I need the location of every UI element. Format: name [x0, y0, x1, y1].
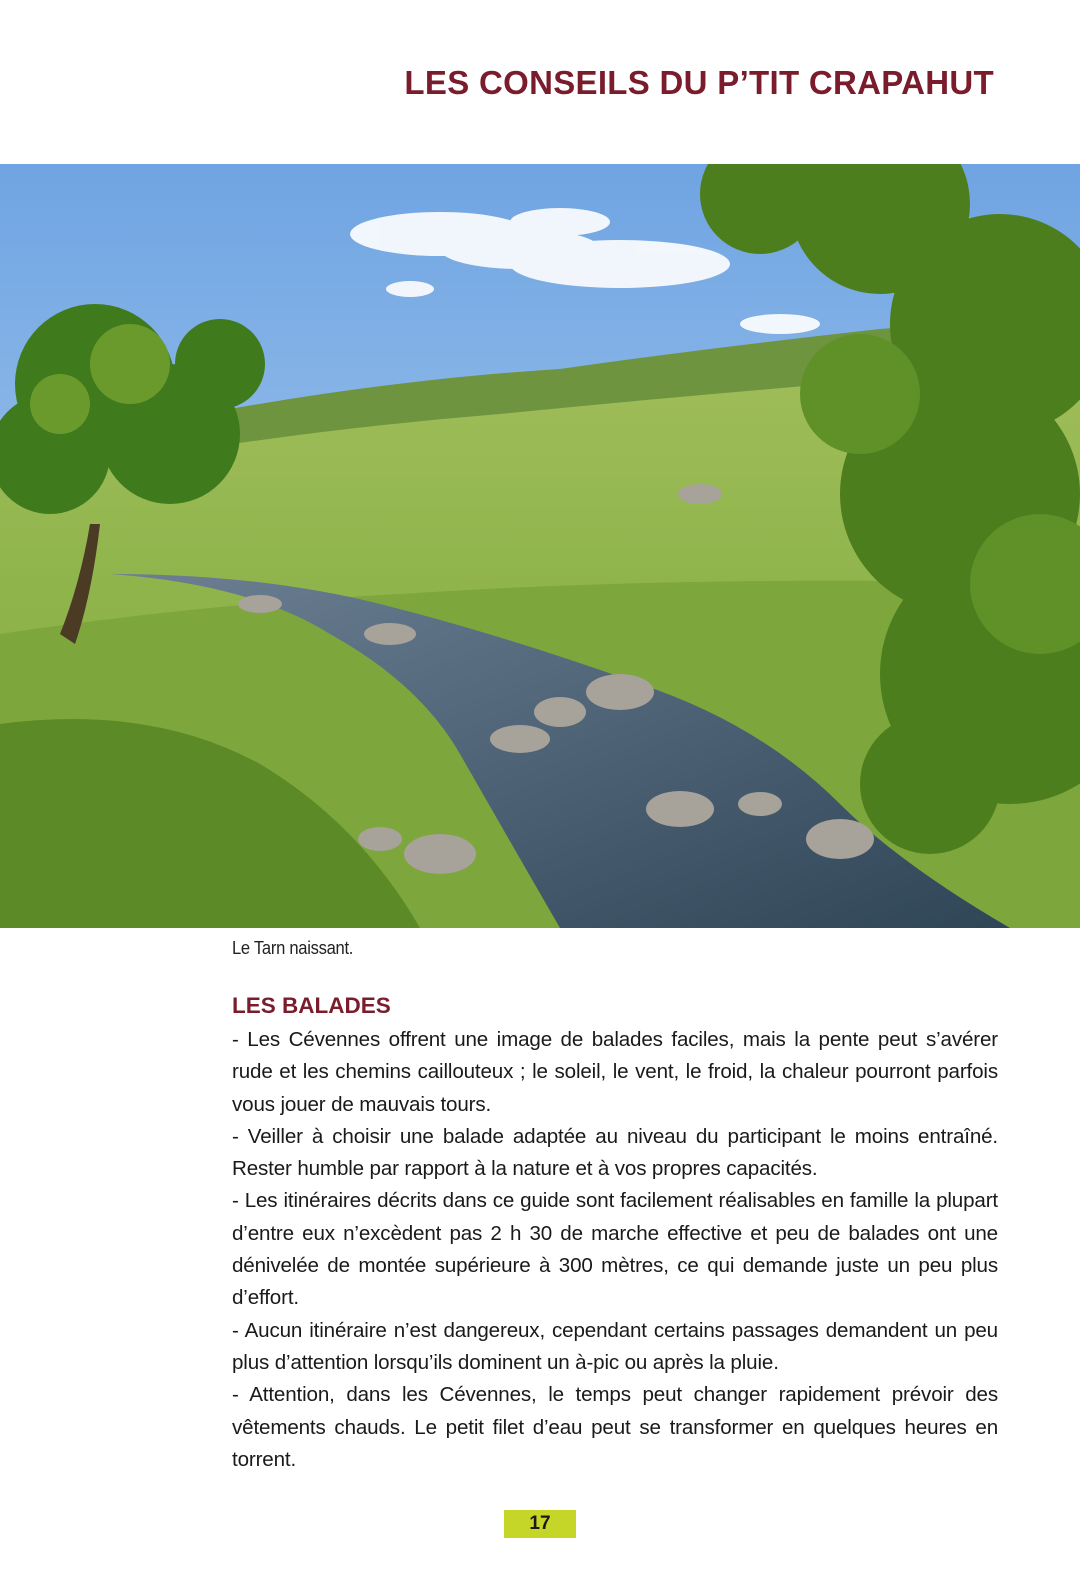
- paragraph-1: - Les Cévennes offrent une image de balades faciles, mais la pente peut s’avérer rude et les chemins caillouteux ; le soleil, le vent, le froid, la chaleur pourront parfois vous jouer de mauvais tours.: [232, 1028, 998, 1116]
- photo-caption: Le Tarn naissant.: [232, 938, 354, 958]
- section-balades: [232, 990, 998, 1476]
- paragraph-2: - Veiller à choisir une balade adaptée au niveau du participant le moins entraîné. Rester humble par rapport à la nature et à vos propres capacités.: [232, 1124, 998, 1181]
- section-title: LES BALADES: [232, 993, 391, 1018]
- page-number: 17: [504, 1510, 576, 1538]
- landscape-photo: [0, 164, 1080, 928]
- page-title: LES CONSEILS DU P’TIT CRAPAHUT: [404, 64, 994, 101]
- paragraph-4: - Aucun itinéraire n’est dangereux, cependant certains passages demandent un peu plus d’attention lorsqu’ils dominent un à-pic ou après la pluie.: [232, 1318, 998, 1374]
- paragraph-3: - Les itinéraires décrits dans ce guide sont facilement réalisables en famille la plupart d’entre eux n’excèdent pas 2 h 30 de marche effective et peu de balades ont une dénivelée de montée supérieure à 300 mètres, ce qui demande juste un peu plus d’effort.: [232, 1189, 998, 1310]
- paragraph-5: - Attention, dans les Cévennes, le temps peut changer rapidement prévoir des vêtements chauds. Le petit filet d’eau peut se transformer en quelques heures en torrent.: [232, 1383, 998, 1471]
